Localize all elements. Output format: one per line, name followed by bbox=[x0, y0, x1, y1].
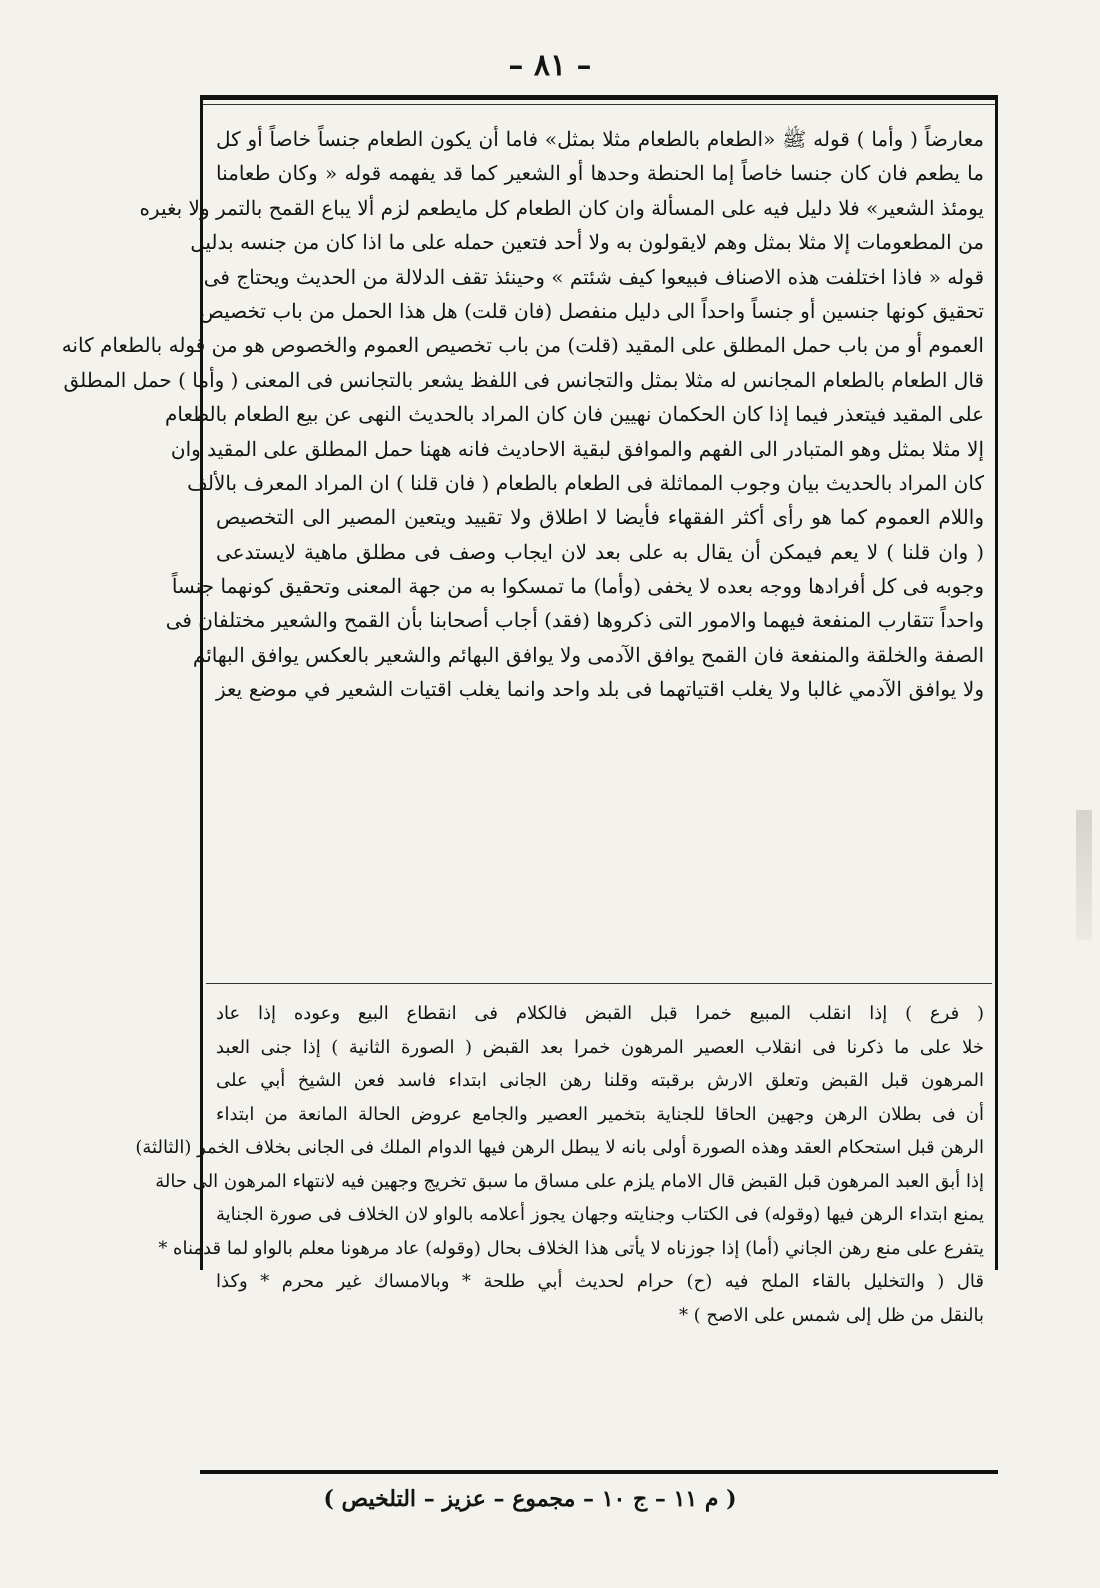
main-text-line: الصفة والخلقة والمنفعة فان القمح يوافق الآدمى ولا يوافق البهائم والشعير بالعكس يوافق البهائم bbox=[192, 642, 984, 667]
main-text-line: واللام العموم كما هو رأى أكثر الفقهاء فأيضا لا اطلاق ولا تقييد ويتعين المصير الى التخصيص bbox=[216, 505, 984, 530]
main-text-line: قوله « فاذا اختلفت هذه الاصناف فبيعوا كيف شئتم » وحينئذ تقف الدلالة من الحديث ويحتاج فى bbox=[203, 264, 984, 289]
main-text-line: على المقيد فيتعذر فيما إذا كان الحكمان نهيين فان كان المراد بالحديث النهى عن بيع الطعام بالطعام bbox=[164, 402, 984, 427]
main-text-line: واحداً تتقارب المنفعة فيهما والامور التى ذكروها (فقد) أجاب أصحابنا بأن القمح والشعير مختلفان فى bbox=[165, 608, 984, 633]
commentary-line: إذا أبق العبد المرهون قبل القبض قال الامام يلزم على مساق ما سبق تخريج وجهين فيه لانتهاء المرهون الى حالة bbox=[155, 1170, 984, 1192]
commentary-line: أن فى بطلان الرهن وجهين الحاقا للجناية بتخمير العصير والجامع عروض الحالة المانعة من ابتداء bbox=[216, 1103, 984, 1125]
main-text-line: إلا مثلا بمثل وهو المتبادر الى الفهم والموافق لبقية الاحاديث فانه ههنا حمل المطلق على المقيد وان bbox=[170, 436, 984, 461]
main-text-line: تحقيق كونها جنسين أو جنساً واحداً الى دليل منفصل (فان قلت) هل هذا الحمل من باب تخصيص bbox=[199, 298, 984, 323]
page-footer: ( م ١١ – ج ١٠ – مجموع – عزيز – التلخيص ) bbox=[323, 1486, 737, 1512]
main-text-line: من المطعومات إلا مثلا بمثل وهم لايقولون به ولا أحد فتعين حمله على ما اذا كان من جنسه بدليل bbox=[190, 230, 984, 255]
main-text-line: ولا يوافق الآدمي غالبا ولا يغلب اقتياتهما فى بلد واحد وانما يغلب اقتيات الشعير في موضع يعز bbox=[216, 677, 984, 702]
page-edge-shadow bbox=[1076, 810, 1092, 940]
commentary-line: ( فرع ) إذا انقلب المبيع خمرا قبل القبض فالكلام فى انقطاع البيع وعوده إذا عاد bbox=[216, 1003, 984, 1024]
page-number: – ٨١ – bbox=[508, 48, 592, 83]
main-text-line: ( وان قلنا ) لا يعم فيمكن أن يقال به على بعد لان ايجاب وصف فى مطلق ماهية لايستدعى bbox=[216, 539, 984, 564]
commentary-text-block bbox=[135, 998, 984, 1333]
main-text-line: ما يطعم فان كان جنسا خاصاً إما الحنطة وحدها أو الشعير كما قد يفهمه قوله « وكان طعامنا bbox=[216, 161, 984, 186]
main-text-block bbox=[61, 122, 984, 707]
main-text-line: وجوبه فى كل أفرادها ووجه بعده لا يخفى (وأما) ما تمسكوا به من جهة المعنى وتحقيق كونهما جنساً bbox=[171, 574, 984, 599]
main-text-line: معارضاً ( وأما ) قوله ﷺ «الطعام بالطعام مثلا بمثل» فاما أن يكون الطعام جنساً خاصاً أو كل bbox=[216, 127, 984, 151]
main-text-line: يومئذ الشعير» فلا دليل فيه على المسألة وان كان الطعام كل مايطعم لزم ألا يباع القمح بالتمر ولا بغيره bbox=[139, 195, 984, 220]
commentary-line: يمنع ابتداء الرهن فيها (وقوله) فى الكتاب وجنايته وجهان يجوز أعلامه بالواو لان الخلاف فى صورة الجناية bbox=[216, 1204, 984, 1225]
footnote-separator bbox=[206, 983, 992, 984]
commentary-line: الرهن قبل استحكام العقد وهذه الصورة أولى بانه لا يبطل الرهن فيها الدوام الملك فى الجانى بخلاف الخمر (الثالثة) bbox=[135, 1137, 984, 1158]
commentary-line: قال ( والتخليل بالقاء الملح فيه (ح) حرام لحديث أبي طلحة * وبالامساك غير محرم * وكذا bbox=[216, 1271, 984, 1292]
main-text-line: قال الطعام بالطعام المجانس له مثلا بمثل والتجانس فى اللفظ يشعر بالتجانس فى المعنى ( وأما ) حمل المطلق bbox=[63, 367, 984, 392]
bottom-rule bbox=[200, 1470, 998, 1474]
commentary-line: بالنقل من ظل إلى شمس على الاصح ) * bbox=[678, 1304, 984, 1326]
commentary-line: المرهون قبل القبض وتعلق الارش برقبته وقلنا رهن الجانى ابتداء فاسد فعن الشيخ أبي على bbox=[216, 1070, 984, 1091]
commentary-line: يتفرع على منع رهن الجاني (أما) إذا جوزناه لا يأتى هذا الخلاف بحال (وقوله) عاد مرهونا معلم بالواو لما قدمناه * bbox=[158, 1237, 984, 1259]
commentary-line: خلا على ما ذكرنا فى انقلاب العصير المرهون خمرا بعد القبض ( الصورة الثانية ) إذا جنى العبد bbox=[216, 1036, 984, 1058]
main-text-line: كان المراد بالحديث بيان وجوب المماثلة فى الطعام بالطعام ( فان قلنا ) ان المراد المعرف بالألف bbox=[187, 470, 984, 495]
main-text-line: العموم أو من باب حمل المطلق على المقيد (قلت) من باب تخصيص العموم والخصوص هو من قوله بالطعام كانه bbox=[61, 333, 984, 358]
